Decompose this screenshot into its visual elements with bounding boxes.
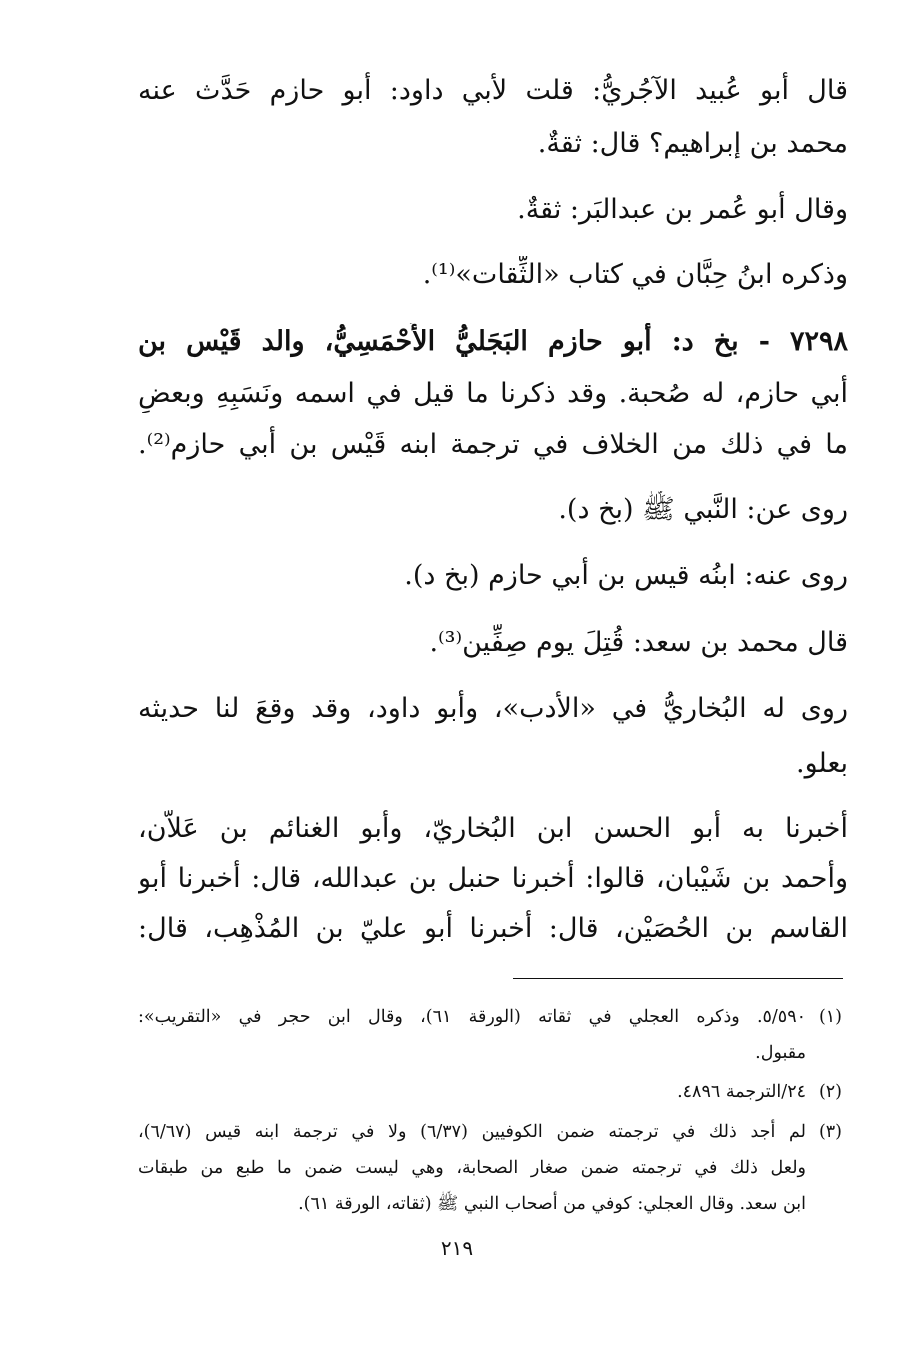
body-line-11: روى له البُخاريُّ في «الأدب»، وأبو داود، وقد وقعَ لنا حديثه (138, 693, 848, 724)
body-line-6: أبي حازم، له صُحبة. وقد ذكرنا ما قيل في اسمه ونَسَبِهِ وبعضِ (138, 378, 848, 409)
body-line-1: قال أبو عُبيد الآجُريُّ: قلت لأبي داود: أبو حازم حَدَّث عنه (138, 75, 848, 106)
footnote-separator (513, 978, 843, 979)
footnote-3-line-1: لم أجد ذلك في ترجمته ضمن الكوفيين (٦/٣٧) ولا في ترجمة ابنه قيس (٦/٦٧)، (138, 1122, 806, 1142)
footnote-2-number: (٢) (818, 1082, 842, 1102)
footnote-1-line-1: ٥/٥٩٠. وذكره العجلي في ثقاته (الورقة ٦١)، وقال ابن حجر في «التقريب»: (138, 1007, 806, 1027)
body-line-3: وقال أبو عُمر بن عبدالبَر: ثقةٌ. (517, 194, 848, 225)
page-number: ٢١٩ (440, 1236, 474, 1260)
body-line-9: روى عنه: ابنُه قيس بن أبي حازم (بخ د). (404, 560, 848, 591)
body-line-8: روى عن: النَّبي ﷺ (بخ د). (558, 494, 848, 525)
footnote-1-line-2: مقبول. (755, 1043, 806, 1063)
footnote-3-line-2: ولعل ذلك في ترجمته ضمن صغار الصحابة، وهي ليست ضمن ما طبع من طبقات (138, 1158, 806, 1178)
footnote-1-number: (١) (818, 1007, 842, 1027)
body-line-7: ما في ذلك من الخلاف في ترجمة ابنه قَيْس بن أبي حازم⁽²⁾. (138, 429, 848, 460)
body-line-2: محمد بن إبراهيم؟ قال: ثقةٌ. (537, 128, 848, 159)
footnote-3-number: (٣) (818, 1122, 842, 1142)
footnote-2-line-1: ٢٤/الترجمة ٤٨٩٦. (677, 1082, 806, 1102)
body-line-10: قال محمد بن سعد: قُتِلَ يوم صِفِّين⁽³⁾. (429, 627, 848, 658)
body-line-4: وذكره ابنُ حِبَّان في كتاب «الثِّقات»⁽¹⁾. (422, 259, 848, 290)
body-line-13: أخبرنا به أبو الحسن ابن البُخاريّ، وأبو الغنائم بن عَلاَّن، (138, 813, 848, 844)
body-line-14: وأحمد بن شَيْبان، قالوا: أخبرنا حنبل بن عبدالله، قال: أخبرنا أبو (138, 863, 848, 894)
body-line-12: بعلو. (795, 748, 848, 779)
footnote-3-line-3: ابن سعد. وقال العجلي: كوفي من أصحاب النبي ﷺ (ثقاته، الورقة ٦١). (298, 1194, 806, 1214)
body-line-15: القاسم بن الحُصَيْن، قال: أخبرنا أبو عليّ بن المُذْهِب، قال: (138, 913, 848, 944)
entry-heading-line: ٧٢٩٨ - بخ د: أبو حازم البَجَليُّ الأَحْمَسِيُّ، والد قَيْس بن (138, 326, 848, 357)
